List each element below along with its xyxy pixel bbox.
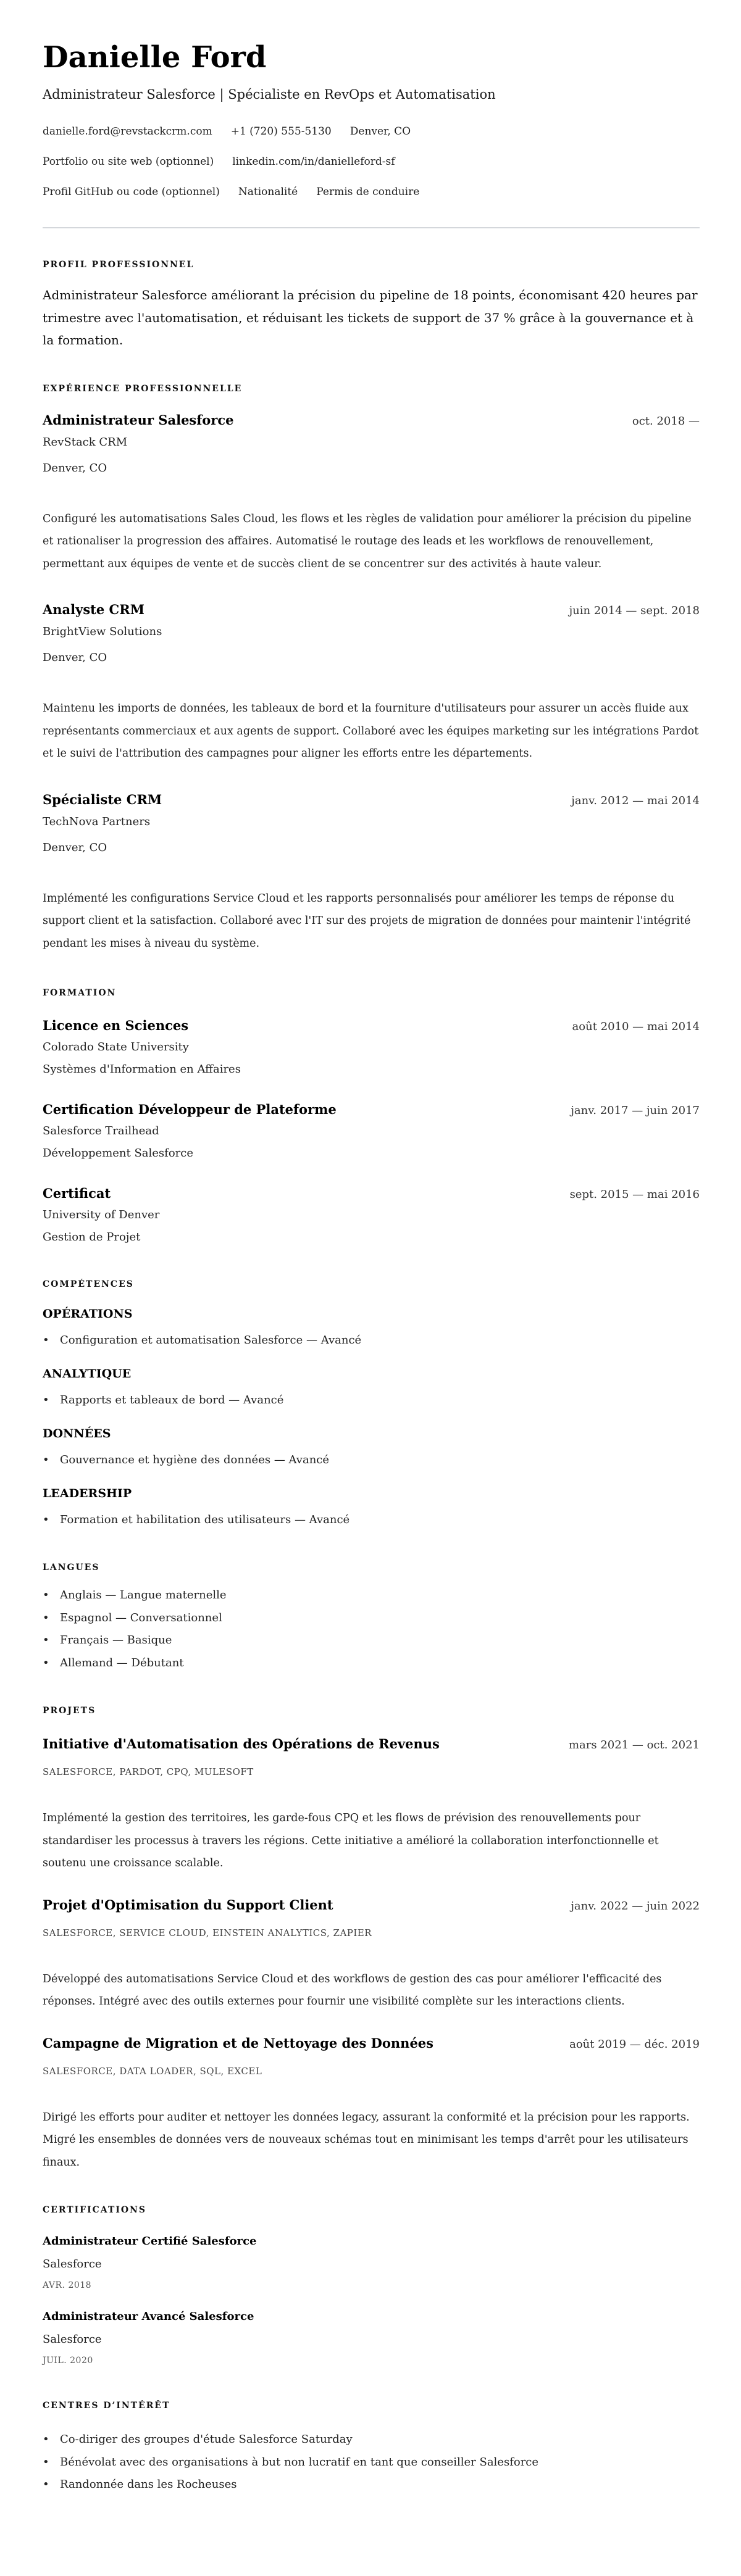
job-description: Implémenté les configurations Service Cloud et les rapports personnalisés pour améliorer les temps de réponse du support client et la satisfaction. Collaboré avec l'IT sur des projets de migration de données pour maintenir l'intégrité pendant les mises à niveau du système. [43, 892, 691, 950]
job-location: Denver, CO [43, 651, 107, 664]
candidate-name: Danielle Ford [43, 40, 267, 75]
language-item: • Français — Basique [43, 1629, 700, 1652]
language-item: • Allemand — Débutant [43, 1652, 700, 1675]
degree-title: Certificat [43, 1186, 111, 1201]
field-of-study: Développement Salesforce [43, 1147, 194, 1160]
section-heading: FORMATION [43, 988, 117, 998]
job-title: Spécialiste CRM [43, 791, 162, 807]
interest-list [43, 2429, 700, 2496]
email-link[interactable]: danielle.ford@revstackcrm.com [43, 125, 212, 138]
interest-item: • Bénévolat avec des organisations à but non lucratif en tant que conseiller Salesforce [43, 2451, 700, 2474]
interest-item: • Randonnée dans les Rocheuses [43, 2474, 700, 2496]
field-of-study: Systèmes d'Information en Affaires [43, 1063, 241, 1076]
candidate-headline: Administrateur Salesforce | Spécialiste en RevOps et Automatisation [43, 87, 496, 102]
section-heading: LANGUES [43, 1563, 100, 1573]
skill-category: DONNÉES [43, 1427, 111, 1440]
job-title: Administrateur Salesforce [43, 412, 234, 428]
language-list [43, 1584, 700, 1674]
project-date: janv. 2022 — juin 2022 [571, 1899, 700, 1913]
project-description: Implémenté la gestion des territoires, les garde-fous CPQ et les flows de prévision des renouvellements pour standardiser les processus à travers les régions. Cette initiative a amélioré la collaboration interfonctionnelle et soutenu une croissance scalable. [43, 1812, 659, 1869]
summary-section [43, 259, 700, 352]
location-text: Denver, CO [350, 125, 411, 138]
skill-item: • Gouvernance et hygiène des données — Avancé [43, 1452, 700, 1469]
certification-date: JUIL. 2020 [43, 2356, 93, 2366]
header-divider [43, 227, 700, 228]
section-heading: CENTRES D’INTÉRÊT [43, 2401, 170, 2411]
degree-title: Certification Développeur de Plateforme [43, 1102, 337, 1117]
job-location: Denver, CO [43, 461, 107, 475]
field-of-study: Gestion de Projet [43, 1231, 141, 1244]
certification-name: Administrateur Certifié Salesforce [43, 2235, 257, 2248]
job-description: Maintenu les imports de données, les tableaux de bord et la fourniture d'utilisateurs pour assurer un accès fluide aux représentants commerciaux et aux agents de support. Collaboré avec les équipes marketing sur les intégrations Pardot et le suivi de l'attribution des campagnes pour aligner les efforts entre les départements. [43, 702, 699, 760]
school-name: University of Denver [43, 1208, 160, 1221]
skill-list [43, 1392, 700, 1409]
job-entry [43, 791, 700, 955]
skills-section [43, 1278, 700, 1529]
job-title: Analyste CRM [43, 602, 144, 617]
section-heading: PROFIL PROFESSIONNEL [43, 260, 195, 270]
job-company: TechNova Partners [43, 815, 151, 828]
certification-issuer: Salesforce [43, 2258, 102, 2271]
education-date: août 2010 — mai 2014 [572, 1020, 700, 1033]
education-section [43, 987, 700, 1246]
job-date: juin 2014 — sept. 2018 [569, 604, 700, 617]
contact-row [43, 124, 700, 139]
project-title: Campagne de Migration et de Nettoyage des Données [43, 2035, 433, 2051]
phone-link[interactable]: +1 (720) 555-5130 [230, 125, 332, 138]
project-title: Initiative d'Automatisation des Opérations de Revenus [43, 1736, 440, 1751]
school-name: Salesforce Trailhead [43, 1124, 159, 1137]
interests-section [43, 2399, 700, 2496]
certification-entry [43, 2233, 700, 2291]
job-date: oct. 2018 — [632, 414, 700, 428]
linkedin-link[interactable]: linkedin.com/in/danielleford-sf [232, 156, 395, 168]
section-heading: PROJETS [43, 1706, 96, 1716]
contact-row [43, 185, 700, 199]
certification-name: Administrateur Avancé Salesforce [43, 2310, 254, 2323]
resume-header [43, 40, 700, 199]
skill-item: • Formation et habilitation des utilisateurs — Avancé [43, 1511, 700, 1529]
skill-list [43, 1332, 700, 1349]
skill-category: OPÉRATIONS [43, 1307, 133, 1321]
project-entry [43, 2034, 700, 2174]
job-company: BrightView Solutions [43, 625, 162, 638]
certification-entry [43, 2309, 700, 2367]
nationality-text: Nationalité [238, 186, 298, 198]
project-date: août 2019 — déc. 2019 [569, 2037, 700, 2051]
education-date: sept. 2015 — mai 2016 [569, 1188, 700, 1201]
project-description: Développé des automatisations Service Cloud et des workflows de gestion des cas pour améliorer l'efficacité des réponses. Intégré avec des outils externes pour fournir une visibilité complète sur les interactions clients. [43, 1972, 662, 2008]
skill-item: • Configuration et automatisation Salesforce — Avancé [43, 1332, 700, 1349]
job-company: RevStack CRM [43, 435, 128, 449]
portfolio-link[interactable]: Portfolio ou site web (optionnel) [43, 156, 214, 168]
certifications-section [43, 2204, 700, 2367]
experience-section [43, 383, 700, 955]
project-entry [43, 1735, 700, 1875]
project-entry [43, 1896, 700, 2013]
degree-title: Licence en Sciences [43, 1018, 189, 1033]
section-heading: EXPÉRIENCE PROFESSIONNELLE [43, 383, 243, 394]
certification-date: AVR. 2018 [43, 2280, 92, 2290]
section-heading: CERTIFICATIONS [43, 2205, 146, 2215]
job-date: janv. 2012 — mai 2014 [571, 794, 700, 807]
education-entry [43, 1100, 700, 1162]
education-entry [43, 1016, 700, 1078]
summary-text: Administrateur Salesforce améliorant la précision du pipeline de 18 points, économisant 420 heures par trimestre avec l'automatisation, et réduisant les tickets de support de 37 % grâce à la gouvernance et à la formation. [43, 288, 698, 347]
job-entry [43, 600, 700, 765]
skill-list [43, 1452, 700, 1469]
project-tech: SALESFORCE, DATA LOADER, SQL, EXCEL [43, 2065, 262, 2077]
education-date: janv. 2017 — juin 2017 [571, 1104, 700, 1117]
project-title: Projet d'Optimisation du Support Client [43, 1897, 333, 1913]
languages-section [43, 1561, 700, 1674]
project-description: Dirigé les efforts pour auditer et nettoyer les données legacy, assurant la conformité et la précision pour les rapports. Migré les ensembles de données vers de nouveaux schémas tout en minimisant les temps d'arrêt pour les utilisateurs finaux. [43, 2111, 690, 2169]
driving-license-text: Permis de conduire [316, 186, 420, 198]
interest-item: • Co-diriger des groupes d'étude Salesforce Saturday [43, 2429, 700, 2451]
language-item: • Anglais — Langue maternelle [43, 1584, 700, 1607]
github-link[interactable]: Profil GitHub ou code (optionnel) [43, 186, 220, 198]
skill-item: • Rapports et tableaux de bord — Avancé [43, 1392, 700, 1409]
skill-category: LEADERSHIP [43, 1487, 132, 1500]
education-entry [43, 1184, 700, 1246]
job-description: Configuré les automatisations Sales Cloud, les flows et les règles de validation pour améliorer la précision du pipeline et rationaliser la progression des affaires. Automatisé le routage des leads et les workflows de renouvellement, permettant aux équipes de vente et de succès client de se concentrer sur des activités à haute valeur. [43, 512, 692, 570]
project-tech: SALESFORCE, PARDOT, CPQ, MULESOFT [43, 1766, 254, 1777]
project-tech: SALESFORCE, SERVICE CLOUD, EINSTEIN ANALYTICS, ZAPIER [43, 1927, 372, 1938]
school-name: Colorado State University [43, 1041, 189, 1053]
project-date: mars 2021 — oct. 2021 [568, 1739, 700, 1751]
skill-category: ANALYTIQUE [43, 1367, 132, 1381]
skill-list [43, 1511, 700, 1529]
certification-issuer: Salesforce [43, 2333, 102, 2346]
section-heading: COMPÉTENCES [43, 1279, 134, 1289]
contact-row [43, 154, 700, 169]
projects-section [43, 1705, 700, 2174]
job-entry [43, 411, 700, 576]
language-item: • Espagnol — Conversationnel [43, 1607, 700, 1630]
job-location: Denver, CO [43, 841, 107, 854]
